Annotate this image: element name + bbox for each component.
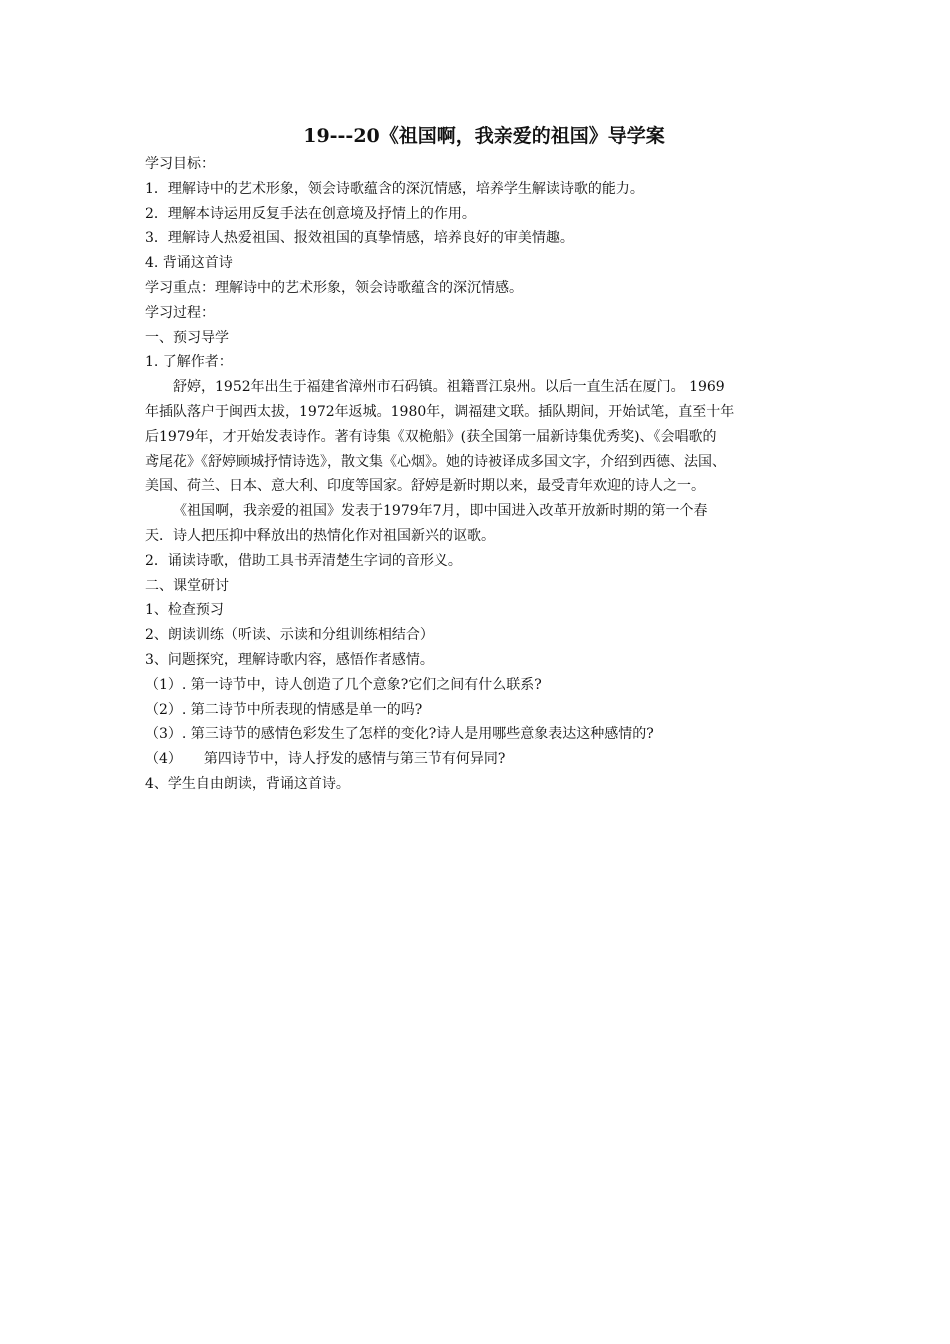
objective-item: 1．理解诗中的艺术形象，领会诗歌蕴含的深沉情感，培养学生解读诗歌的能力。 (145, 180, 644, 197)
question-item: （3）. 第三诗节的感情色彩发生了怎样的变化?诗人是用哪些意象表达这种感情的? (145, 726, 654, 743)
paragraph-line: 舒婷，1952年出生于福建省漳州市石码镇。祖籍晋江泉州。以后一直生活在厦门。 1969 (173, 379, 725, 396)
objectives-heading: 学习目标： (145, 156, 215, 172)
class-item: 4、学生自由朗读，背诵这首诗。 (145, 775, 350, 792)
paragraph-line: 年插队落户于闽西太拔，1972年返城。1980年，调福建文联。插队期间，开始试笔，直至十年 (145, 403, 735, 420)
question-item: （2）. 第二诗节中所表现的情感是单一的吗? (145, 701, 423, 718)
paragraph-line: 美国、荷兰、日本、意大利、印度等国家。舒婷是新时期以来，最受青年欢迎的诗人之一。 (145, 478, 705, 495)
class-item: 3、问题探究，理解诗歌内容，感悟作者感情。 (145, 651, 434, 668)
paragraph-line: 鸢尾花》《舒婷顾城抒情诗选》，散文集《心烟》。她的诗被译成多国文字，介绍到西德、法国、 (145, 453, 726, 470)
author-paragraph (145, 375, 815, 499)
paragraph-line: 《祖国啊，我亲爱的祖国》发表于1979年7月，即中国进入改革开放新时期的第一个春 (173, 503, 708, 520)
objective-item: 2．理解本诗运用反复手法在创意境及抒情上的作用。 (145, 205, 476, 222)
document-title: 19---20《祖国啊，我亲爱的祖国》导学案 (303, 125, 665, 147)
poem-paragraph (145, 499, 815, 549)
document-page (145, 122, 815, 797)
class-item: 1、检查预习 (145, 602, 224, 619)
objective-item: 4. 背诵这首诗 (145, 255, 233, 272)
question-label: （4） (145, 751, 182, 768)
section-item-recite: 2．诵读诗歌，借助工具书弄清楚生字词的音形义。 (145, 552, 462, 569)
section-item-author: 1. 了解作者： (145, 354, 233, 371)
section-heading-preview: 一、预习导学 (145, 329, 229, 346)
section-heading-class: 二、课堂研讨 (145, 577, 229, 594)
question-item: （1）. 第一诗节中，诗人创造了几个意象?它们之间有什么联系? (145, 676, 542, 693)
key-point: 学习重点：理解诗中的艺术形象，领会诗歌蕴含的深沉情感。 (145, 279, 523, 296)
paragraph-line: 后1979年，才开始发表诗作。著有诗集《双桅船》(获全国第一届新诗集优秀奖)、《会唱歌的 (145, 428, 717, 445)
objective-item: 3．理解诗人热爱祖国、报效祖国的真挚情感，培养良好的审美情趣。 (145, 230, 574, 247)
question-text: 第四诗节中，诗人抒发的感情与第三节有何异同? (203, 751, 506, 768)
question-item (145, 747, 815, 772)
class-item: 2、朗读训练（听读、示读和分组训练相结合） (145, 627, 434, 644)
process-heading: 学习过程： (145, 304, 215, 321)
paragraph-line: 天．诗人把压抑中释放出的热情化作对祖国新兴的讴歌。 (145, 527, 495, 544)
